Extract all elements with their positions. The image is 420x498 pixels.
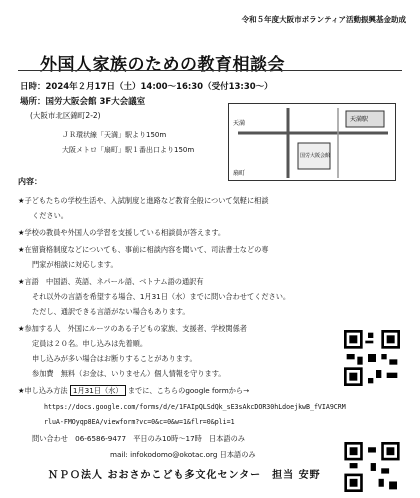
access-metro: 大阪メトロ「扇町」駅１番出口より150m	[62, 146, 195, 154]
event-place: 場所：国労大阪会館 3F大会議室	[20, 97, 146, 107]
content-line: ただし、通訳できる言語がない場合もあります。	[32, 307, 190, 316]
content-line: ★子どもたちの学校生活や、入試制度と進路など教育全般について気軽に相談	[18, 196, 269, 205]
qr-code-icon[interactable]	[344, 442, 400, 492]
access-jr: ＪＲ環状線「天満」駅より150m	[62, 131, 167, 139]
qr-code-icon[interactable]	[344, 330, 400, 386]
content-line: ★参加する人 外国にルーツのある子どもの家族、支援者、学校関係者	[18, 324, 247, 333]
map-label-station: 天満駅	[350, 116, 369, 123]
apply-heading: ★申し込み方法	[18, 386, 68, 395]
location-map	[228, 103, 396, 181]
content-line: ★学校の教員や外国人の学習を支援している相談員が答えます。	[18, 228, 226, 237]
apply-rest: までに、こちらのgoogle formから→	[127, 386, 250, 395]
map-label-tenma: 天満	[233, 120, 246, 127]
page-title: 外国人家族のための教育相談会	[40, 55, 285, 75]
title-divider	[18, 70, 402, 71]
content-line: 参加費 無料（お金は、いりません）個人情報を守ります。	[32, 369, 226, 378]
content-line: ★言語 中国語、英語、ネパール語、ベトナム語の通訳有	[18, 277, 204, 286]
contact-phone: 問い合わせ 06-6586-9477 平日のみ10時～17時 日本語のみ	[32, 434, 245, 443]
form-url-line2[interactable]: rluA-FMOyqp8EA/viewform?vc=0&c=0&w=1&flr=0&pli=1	[44, 418, 235, 426]
apply-line	[18, 386, 249, 396]
content-line: ★在留資格制度などについても、事前に相談内容を聞いて、司法書士などの専	[18, 245, 269, 254]
content-line: ください。	[32, 211, 68, 220]
event-address: (大阪市北区錦町2-2)	[30, 111, 101, 120]
content-line: それ以外の言語を希望する場合、1月31日（水）までに問い合わせてください。	[32, 292, 291, 301]
content-line: 申し込みが多い場合はお断りすることがあります。	[32, 354, 197, 363]
content-line: 門家が相談に対応します。	[32, 260, 118, 269]
content-line: 定員は２０名。申し込みは先着順。	[32, 339, 148, 348]
apply-deadline: 1月31日（水）	[70, 385, 126, 396]
organizer: ＮＰＯ法人 おおさかこども多文化センター 担当 安野	[48, 470, 321, 481]
form-url-line1[interactable]: https://docs.google.com/forms/d/e/1FAIpQLSdQk_sE3sAkcDOR30hLdoejkwB_fVIA9CRM	[44, 403, 346, 411]
event-date: 日時：2024年２月17日（土）14:00～16:30（受付13:30～）	[20, 82, 273, 92]
map-label-venue: 国労大阪会館	[300, 153, 331, 159]
contact-mail[interactable]: mail: infokodomo@okotac.org 日本語のみ	[110, 450, 256, 459]
funding-note: 令和５年度大阪市ボランティア活動振興基金助成	[241, 15, 406, 24]
content-heading: 内容：	[18, 177, 42, 186]
map-label-ogimachi: 扇町	[233, 170, 246, 177]
